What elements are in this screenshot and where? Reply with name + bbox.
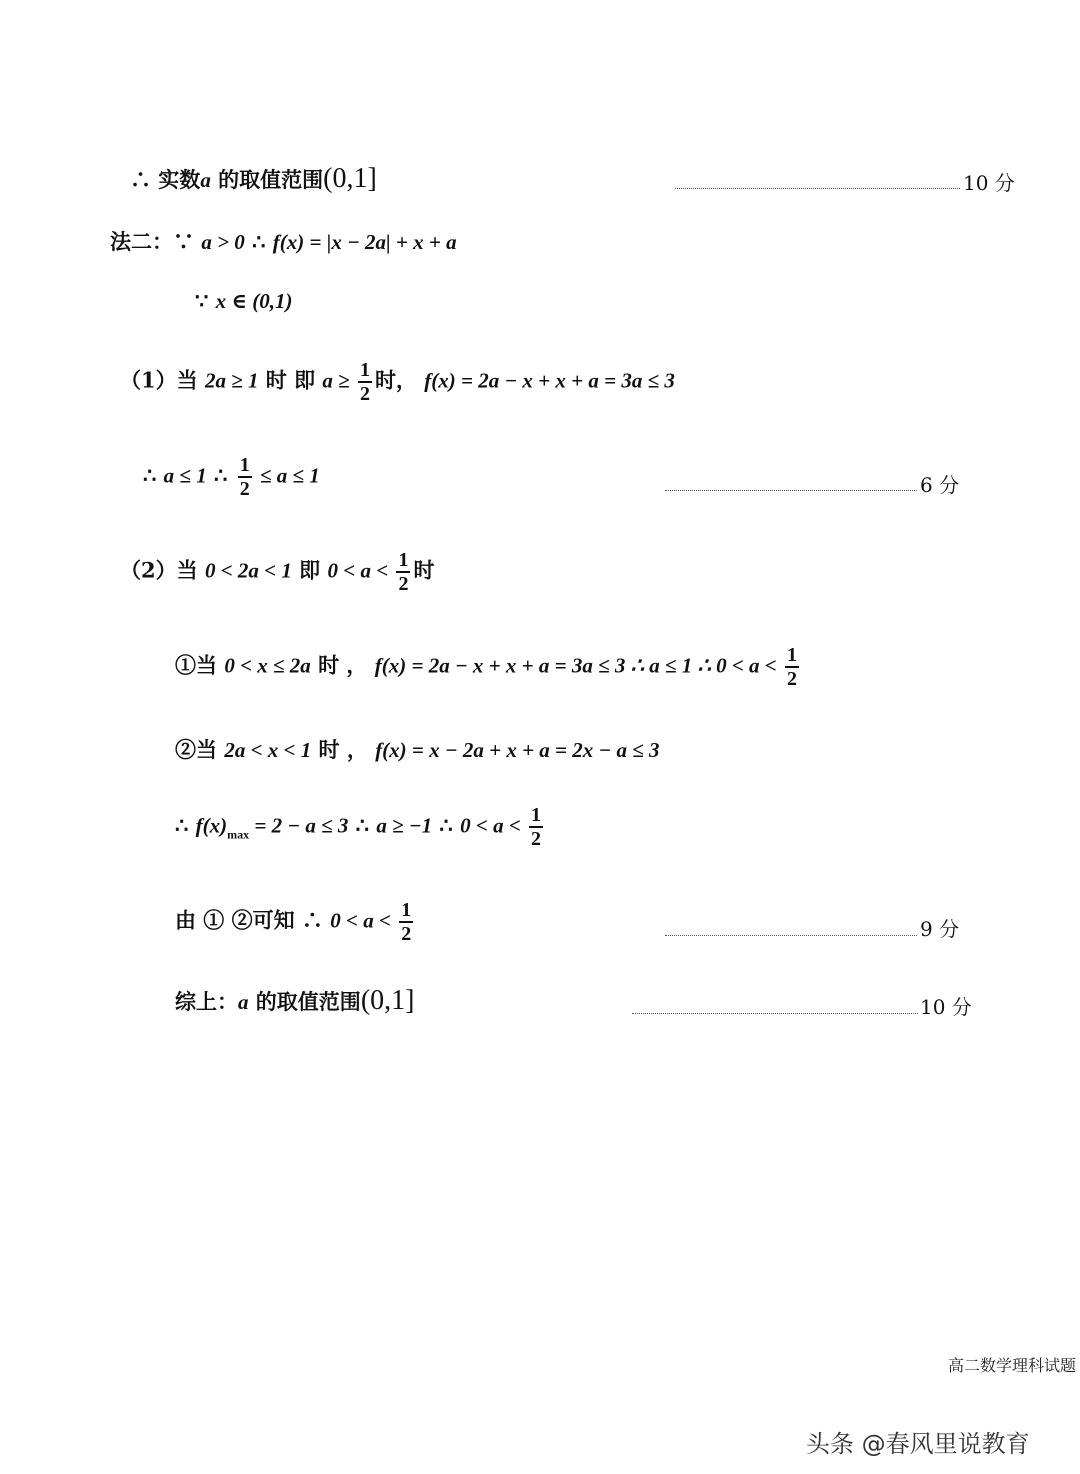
dotted-leader — [665, 935, 917, 936]
page-footer: 高二数学理科试题 — [948, 1356, 1077, 1375]
watermark: 头条 @春风里说教育 — [806, 1430, 1030, 1458]
fraction-half: $\frac{1}{2}$ — [359, 359, 370, 405]
fraction-half: $\frac{1}{2}$ — [787, 644, 798, 690]
fraction-half: $\frac{1}{2}$ — [398, 549, 409, 595]
dotted-leader — [675, 188, 960, 189]
domain-line: ∵ x ∈ (0,1) — [195, 288, 293, 313]
summary-line: 综上：a 的取值范围(0,1] — [175, 985, 415, 1016]
sub-case-two-line: ②当 2a < x < 1 时 ， f(x) = x − 2a + x + a = 2x − a ≤ 3 — [175, 737, 660, 762]
sub-case-one-line: ①当 0 < x ≤ 2a 时 ， f(x) = 2a − x + x + a = 3a ≤ 3 ∴ a ≤ 1 ∴ 0 < a < $\frac{1}{2}$ — [175, 644, 798, 690]
fraction-half: $\frac{1}{2}$ — [531, 804, 542, 850]
case-two-line: （2）当 0 < 2a < 1 即 0 < a < $\frac{1}{2}$ 时 — [120, 549, 435, 595]
fraction-half: $\frac{1}{2}$ — [239, 454, 250, 500]
fraction-half: $\frac{1}{2}$ — [401, 899, 412, 945]
case-one-result-line: ∴ a ≤ 1 ∴ $\frac{1}{2}$ ≤ a ≤ 1 — [143, 454, 320, 500]
score-10-b: 10 分 — [920, 995, 972, 1019]
combine-line: 由 ① ②可知 ∴ 0 < a < $\frac{1}{2}$ — [175, 899, 412, 945]
method-two-line: 法二：∵ a > 0 ∴ f(x) = |x − 2a| + x + a — [110, 229, 457, 254]
dotted-leader — [665, 490, 917, 491]
case-one-line: （1）当 2a ≥ 1 时 即 a ≥ $\frac{1}{2}$ 时， f(x) = 2a − x + x + a = 3a ≤ 3 — [120, 359, 675, 405]
score-10-a: 10 分 — [963, 171, 1015, 195]
dotted-leader — [632, 1013, 918, 1014]
conclusion-line-1: ∴ 实数a 的取值范围(0,1] — [130, 163, 377, 194]
score-6: 6 分 — [920, 473, 960, 497]
score-9: 9 分 — [920, 917, 960, 941]
fmax-line: ∴ $f(x)_{max} = 2 - a \le 3$ ∴ a ≥ −1 ∴ 0 < a < $\frac{1}{2}$ — [175, 804, 542, 850]
